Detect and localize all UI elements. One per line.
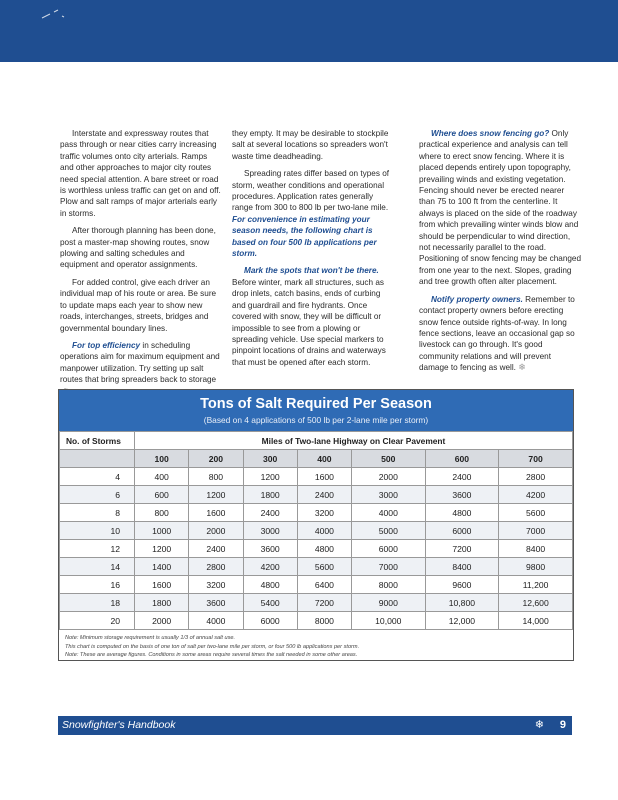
tons-cell: 5400 <box>243 594 297 612</box>
table-title: Tons of Salt Required Per Season <box>200 396 432 412</box>
tons-cell: 1600 <box>297 468 351 486</box>
tons-cell: 3000 <box>352 486 426 504</box>
tons-cell: 7000 <box>352 558 426 576</box>
snowflake-end-icon: ❄ <box>518 362 526 373</box>
table-row <box>60 486 573 504</box>
miles-header-cell: 200 <box>189 450 243 468</box>
top-color-band <box>0 0 618 62</box>
tons-cell: 7200 <box>425 540 499 558</box>
tons-cell: 5000 <box>352 522 426 540</box>
tons-cell: 2400 <box>243 504 297 522</box>
tons-cell: 6000 <box>425 522 499 540</box>
tons-cell: 1600 <box>135 576 189 594</box>
table-row <box>60 540 573 558</box>
tons-cell: 5600 <box>499 504 573 522</box>
tons-cell: 3200 <box>297 504 351 522</box>
tons-cell: 4200 <box>499 486 573 504</box>
table-row <box>60 504 573 522</box>
storms-column-header: No. of Storms <box>60 432 135 450</box>
miles-column-header: Miles of Two-lane Highway on Clear Pavement <box>135 432 573 450</box>
tons-cell: 3600 <box>243 540 297 558</box>
table-row <box>60 612 573 630</box>
tons-cell: 4800 <box>297 540 351 558</box>
tons-cell: 8000 <box>352 576 426 594</box>
paragraph-text: Spreading rates differ based on types of storm, weather conditions and operational procedures. Application rates generally range from 300 to 800 lb per two-lane mile. <box>232 169 390 213</box>
paragraph <box>419 128 582 288</box>
corner-scan-mark-icon <box>40 8 70 22</box>
tons-cell: 2000 <box>352 468 426 486</box>
paragraph-lead: Notify property owners. <box>431 294 523 304</box>
tons-cell: 2000 <box>135 612 189 630</box>
table-row <box>60 522 573 540</box>
storms-cell: 8 <box>60 504 135 522</box>
tons-cell: 3600 <box>425 486 499 504</box>
tons-cell: 1200 <box>135 540 189 558</box>
paragraph-emphasis: For convenience in estimating your season needs, the following chart is based on four 500 lb applications per storm. <box>232 214 377 259</box>
storms-cell: 6 <box>60 486 135 504</box>
tons-cell: 7200 <box>297 594 351 612</box>
storms-cell: 18 <box>60 594 135 612</box>
tons-cell: 6400 <box>297 576 351 594</box>
tons-cell: 3000 <box>243 522 297 540</box>
table-subtitle: (Based on 4 applications of 500 lb per 2-lane mile per storm) <box>203 415 429 425</box>
tons-cell: 3600 <box>189 594 243 612</box>
tons-cell: 6000 <box>352 540 426 558</box>
paragraph: For added control, give each driver an individual map of his route or area. Be sure to update maps each year to show new roads, interchanges, streets, bridges and governmental boundary lines. <box>60 277 217 333</box>
tons-cell: 3200 <box>189 576 243 594</box>
tons-cell: 14,000 <box>499 612 573 630</box>
table-body <box>60 468 573 630</box>
table-header-band <box>59 390 573 431</box>
text-column-3 <box>419 128 582 380</box>
tons-cell: 4000 <box>297 522 351 540</box>
paragraph: they empty. It may be desirable to stockpile salt at several locations so spreaders won't waste time deadheading. <box>232 129 389 161</box>
table-cell <box>60 450 135 468</box>
table-row <box>60 594 573 612</box>
tons-cell: 2800 <box>189 558 243 576</box>
footer-title: Snowfighter's Handbook <box>62 719 176 731</box>
salt-table <box>59 431 573 630</box>
miles-header-cell: 600 <box>425 450 499 468</box>
paragraph <box>419 294 582 374</box>
tons-cell: 4200 <box>243 558 297 576</box>
page-footer <box>58 716 572 735</box>
miles-header-cell: 300 <box>243 450 297 468</box>
miles-header-cell: 400 <box>297 450 351 468</box>
tons-cell: 5600 <box>297 558 351 576</box>
tons-cell: 4800 <box>243 576 297 594</box>
tons-cell: 9600 <box>425 576 499 594</box>
paragraph-lead: Mark the spots that won't be there. <box>244 266 379 276</box>
tons-cell: 1200 <box>189 486 243 504</box>
page-number: 9 <box>559 719 566 731</box>
paragraph-text: Before winter, mark all structures, such as drop inlets, catch basins, ends of curbing and guardrail and fire hydrants. Once covered with snow, they will be difficult or impossible to see from a plowing or spreading vehicle. Use special markers to pinpoint locations of drains and waterways that must be opened after each storm. <box>232 277 386 367</box>
tons-cell: 4800 <box>425 504 499 522</box>
tons-cell: 2400 <box>189 540 243 558</box>
snowflake-icon: ❄ <box>534 719 544 731</box>
tons-cell: 11,200 <box>499 576 573 594</box>
tons-cell: 2800 <box>499 468 573 486</box>
paragraph-lead: Where does snow fencing go? <box>431 129 550 138</box>
salt-table-box <box>58 389 574 661</box>
tons-cell: 1800 <box>135 594 189 612</box>
storms-cell: 10 <box>60 522 135 540</box>
tons-cell: 4000 <box>189 612 243 630</box>
tons-cell: 600 <box>135 486 189 504</box>
table-note: Note: Minimum storage requirement is usually 1/3 of annual salt use. <box>65 635 236 641</box>
miles-header-cell: 500 <box>352 450 426 468</box>
tons-cell: 9000 <box>352 594 426 612</box>
miles-header-cell: 100 <box>135 450 189 468</box>
storms-cell: 20 <box>60 612 135 630</box>
storms-cell: 14 <box>60 558 135 576</box>
tons-cell: 12,000 <box>425 612 499 630</box>
paragraph <box>232 265 395 368</box>
table-note: This chart is computed on the basis of one ton of salt per two-lane mile per storm, or four 500 lb applications per storm. <box>65 643 360 650</box>
tons-cell: 2400 <box>297 486 351 504</box>
text-column-1 <box>60 128 223 403</box>
paragraph-text: Only practical experience and analysis can tell where to erect snow fencing. Where it is placed depends entirely upon topography, prevailing winds and existing vegetation. Fencing should never be erected nearer than 75 to 100 ft from the centerline. It always is placed on the side of the roadway from which prevailing winter winds blow and should be perpendicular to wind direction, not necessarily parallel to the road. Positioning of snow fencing may be changed from one year to the next. Slopes, grading and tree growth often alter placement. <box>419 129 582 287</box>
tons-cell: 4000 <box>352 504 426 522</box>
tons-cell: 1200 <box>243 468 297 486</box>
tons-cell: 2000 <box>189 522 243 540</box>
storms-cell: 4 <box>60 468 135 486</box>
tons-cell: 800 <box>135 504 189 522</box>
tons-cell: 10,000 <box>352 612 426 630</box>
table-row <box>60 576 573 594</box>
tons-cell: 1600 <box>189 504 243 522</box>
text-column-2 <box>232 128 395 374</box>
tons-cell: 8400 <box>499 540 573 558</box>
table-row <box>60 558 573 576</box>
tons-cell: 7000 <box>499 522 573 540</box>
paragraph-text: Remember to contact property owners before erecting snow fence outside rights-of-way. In long fence sections, leave an occasional gap so livestock can go through. It's good community relations and will prevent damage to fencing as well. <box>419 294 575 373</box>
tons-cell: 12,600 <box>499 594 573 612</box>
tons-cell: 8000 <box>297 612 351 630</box>
table-note: Note: These are average figures. Conditions in some areas require several times the salt needed in some other areas. <box>65 652 358 658</box>
tons-cell: 1800 <box>243 486 297 504</box>
paragraph-text: in scheduling operations aim for maximum equipment and manpower utilization. Try setting up salt routes that bring spreaders back to storage <box>60 340 220 385</box>
tons-cell: 9800 <box>499 558 573 576</box>
table-notes <box>59 630 573 664</box>
tons-cell: 6000 <box>243 612 297 630</box>
tons-cell: 1000 <box>135 522 189 540</box>
tons-cell: 1400 <box>135 558 189 576</box>
paragraph-lead: For top efficiency <box>72 340 141 350</box>
miles-row <box>60 450 573 468</box>
paragraph <box>232 168 395 259</box>
tons-cell: 2400 <box>425 468 499 486</box>
tons-cell: 8400 <box>425 558 499 576</box>
storms-cell: 12 <box>60 540 135 558</box>
storms-cell: 16 <box>60 576 135 594</box>
miles-header-cell: 700 <box>499 450 573 468</box>
table-row <box>60 468 573 486</box>
paragraph: After thorough planning has been done, post a master-map showing routes, snow plowing and salting schedules and equipment and operator assignments. <box>60 226 216 270</box>
tons-cell: 10,800 <box>425 594 499 612</box>
paragraph: Interstate and expressway routes that pass through or near cities carry increasing traffic volumes onto city arterials. Ramps and other approaches to major city routes need special attention. A bare street or road is worthless unless traffic can get on and off. Plow and salt ramps of major arterials early in storms. <box>60 129 221 218</box>
tons-cell: 400 <box>135 468 189 486</box>
tons-cell: 800 <box>189 468 243 486</box>
